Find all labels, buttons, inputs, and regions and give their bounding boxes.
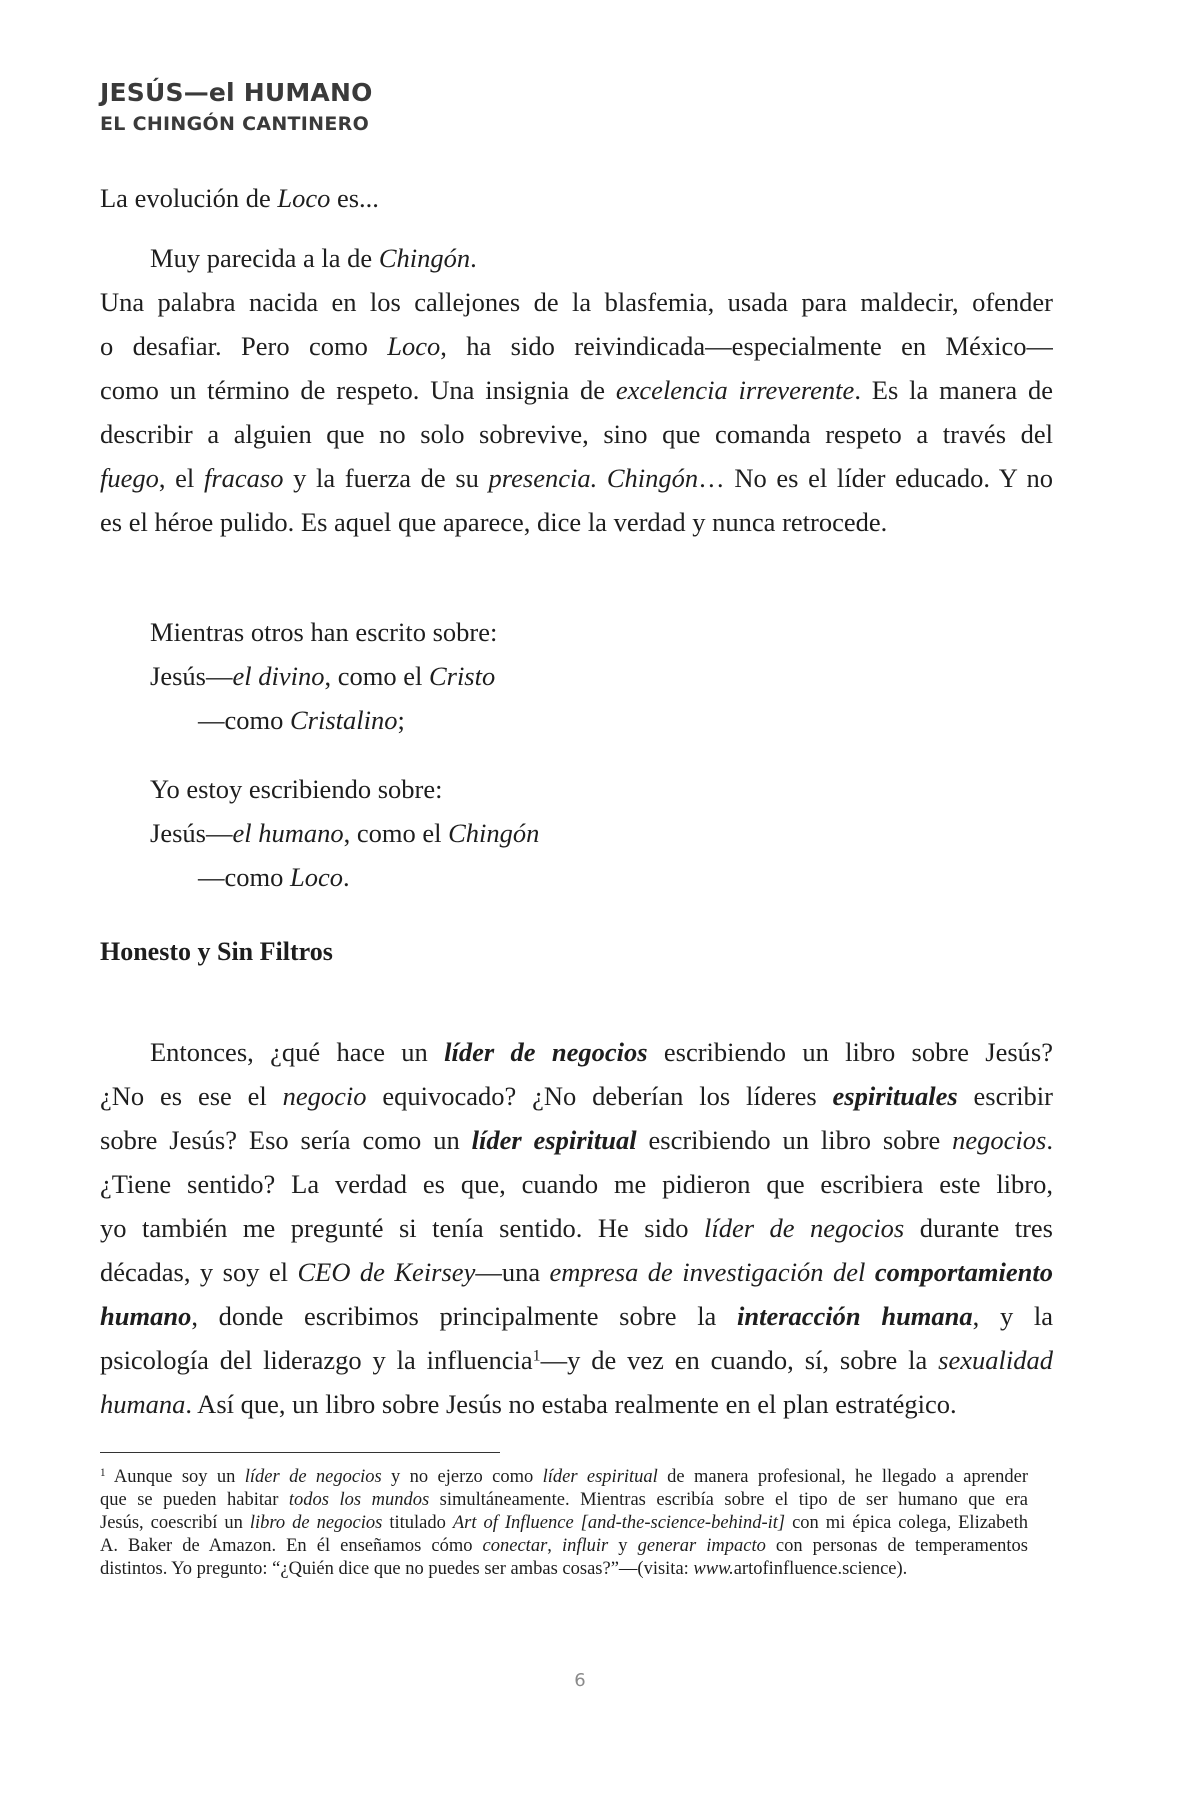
text-line <box>100 1250 1053 1294</box>
italic-run: fracaso <box>203 463 284 493</box>
text-run: escribiendo un libro sobre <box>636 1125 953 1155</box>
text-line: Una palabra nacida en los callejones de la blasfemia, usada para maldecir, ofender <box>100 287 1053 317</box>
italic-run: excelencia irreverente <box>615 375 855 405</box>
italic-run: libro de negocios <box>249 1513 383 1533</box>
bold-italic-run: interacción humana <box>737 1301 973 1331</box>
text-line <box>100 456 1053 500</box>
italic-run: sexualidad <box>938 1345 1053 1375</box>
text-run: simultáneamente. Mientras escribía sobre el tipo de ser humano que era <box>429 1490 1028 1510</box>
text-run: , el <box>158 463 204 493</box>
text-line: ¿Tiene sentido? La verdad es que, cuando me pidieron que escribiera este libro, <box>100 1169 1053 1199</box>
footnote-line <box>100 1535 1028 1558</box>
italic-run: Chingón <box>378 243 471 273</box>
text-run: escribir <box>957 1081 1053 1111</box>
text-run: décadas, y soy el <box>100 1257 298 1287</box>
italic-run: Cristo <box>428 661 496 691</box>
text-line <box>100 1338 1053 1382</box>
section-heading: Honesto y Sin Filtros <box>100 937 333 966</box>
italic-run: generar impacto <box>637 1536 766 1556</box>
text-run: ; <box>397 705 405 735</box>
text-run: y no ejerzo como <box>381 1467 543 1487</box>
text-run: La evolución de <box>100 183 278 213</box>
footnote-reference[interactable]: 1 <box>532 1347 541 1365</box>
italic-run: el humano <box>232 818 344 848</box>
italic-run: humana <box>100 1389 186 1419</box>
text-line <box>100 654 1053 698</box>
text-line <box>100 1294 1053 1338</box>
italic-run: líder de negocios <box>244 1467 382 1487</box>
text-line <box>100 1074 1053 1118</box>
italic-run: empresa de investigación del <box>549 1257 875 1287</box>
footnote-line <box>100 1512 1028 1535</box>
text-line <box>100 176 1053 220</box>
text-line <box>100 855 1053 899</box>
text-run: , como el <box>343 818 449 848</box>
text-run: Jesús, coescribí un <box>100 1513 250 1533</box>
text-run: —como <box>198 862 290 892</box>
text-run: Entonces, ¿qué hace un <box>150 1037 445 1067</box>
italic-run: Loco <box>277 183 331 213</box>
text-run: distintos. Yo pregunto: “¿Quién dice que no puedes ser ambas cosas?”—(visita: <box>100 1559 694 1579</box>
footnote-line <box>100 1558 1028 1581</box>
text-run: , donde escribimos principalmente sobre la <box>191 1301 737 1331</box>
text-run: que se pueden habitar <box>100 1490 289 1510</box>
text-run: o desafiar. Pero como <box>100 331 388 361</box>
text-line <box>100 236 1053 280</box>
text-line: Mientras otros han escrito sobre: <box>150 617 498 647</box>
running-head <box>100 76 373 138</box>
text-run: Muy parecida a la de <box>150 243 379 273</box>
text-line <box>100 698 1053 742</box>
text-run: y <box>608 1536 638 1556</box>
italic-run: todos los mundos <box>288 1490 430 1510</box>
italic-run: líder espiritual <box>542 1467 658 1487</box>
text-line <box>100 324 1053 368</box>
text-run: psicología del liderazgo y la influencia <box>100 1345 533 1375</box>
text-run: … No es el líder educado. Y no <box>698 463 1053 493</box>
verse-human <box>100 767 1053 899</box>
footnote-link[interactable]: artofinfluence.science). <box>733 1559 908 1579</box>
text-line <box>100 1206 1053 1250</box>
italic-run: negocios <box>952 1125 1047 1155</box>
running-title: JESÚS—el HUMANO <box>100 78 373 107</box>
text-line: describir a alguien que no solo sobrevive, sino que comanda respeto a través del <box>100 419 1053 449</box>
text-run: durante tres <box>904 1213 1053 1243</box>
text-run: —como <box>198 705 290 735</box>
text-run: yo también me pregunté si tenía sentido. He sido <box>100 1213 704 1243</box>
text-run: , y la <box>972 1301 1053 1331</box>
italic-run: Loco <box>290 862 343 892</box>
footnote-line <box>100 1466 1028 1489</box>
footnote <box>100 1466 1028 1581</box>
text-run: Jesús— <box>150 661 233 691</box>
italic-run: conectar <box>482 1536 548 1556</box>
text-run: Aunque soy un <box>105 1467 245 1487</box>
text-run: escribiendo un libro sobre Jesús? <box>647 1037 1053 1067</box>
text-line <box>100 368 1053 412</box>
footnote-link-prefix[interactable]: www. <box>693 1559 734 1579</box>
text-run: . Así que, un libro sobre Jesús no estaba realmente en el plan estratégico. <box>185 1389 957 1419</box>
bold-italic-run: humano <box>100 1301 192 1331</box>
italic-run: negocio <box>282 1081 367 1111</box>
text-run: con mi épica colega, Elizabeth <box>785 1513 1028 1533</box>
text-line <box>100 811 1053 855</box>
text-run: y la fuerza de su <box>283 463 489 493</box>
italic-run: CEO de Keirsey <box>297 1257 476 1287</box>
italic-run: presencia. Chingón <box>488 463 699 493</box>
verse-divine <box>100 610 1053 742</box>
italic-run: el divino <box>232 661 325 691</box>
italic-run: Loco <box>387 331 441 361</box>
italic-run: influir <box>561 1536 609 1556</box>
text-run: —y de vez en cuando, sí, sobre la <box>540 1345 939 1375</box>
text-run: . Es la manera de <box>854 375 1053 405</box>
text-run: sobre Jesús? Eso sería como un <box>100 1125 472 1155</box>
bold-italic-run: espirituales <box>832 1081 958 1111</box>
text-line: es el héroe pulido. Es aquel que aparece, dice la verdad y nunca retrocede. <box>100 507 888 537</box>
italic-run: Cristalino <box>290 705 398 735</box>
paragraph-business-leader <box>100 1030 1053 1426</box>
text-run: , <box>547 1536 562 1556</box>
text-run: , ha sido reivindicada—especialmente en México— <box>440 331 1053 361</box>
bold-italic-run: líder espiritual <box>471 1125 637 1155</box>
bold-italic-run: líder de negocios <box>444 1037 648 1067</box>
italic-run: Art of Influence [and-the-science-behind-it] <box>452 1513 786 1533</box>
footnote-marker: 1 <box>100 1466 106 1479</box>
text-run: Jesús— <box>150 818 233 848</box>
italic-run: líder de negocios <box>703 1213 905 1243</box>
text-run: A. Baker de Amazon. En él enseñamos cómo <box>100 1536 483 1556</box>
text-run: equivocado? ¿No deberían los líderes <box>366 1081 833 1111</box>
text-run: . <box>343 862 350 892</box>
page-number: 6 <box>574 1670 586 1691</box>
italic-run: Chingón <box>448 818 540 848</box>
text-run: como un término de respeto. Una insignia de <box>100 375 616 405</box>
paragraph-chingon <box>100 236 1053 544</box>
text-run: es... <box>330 183 379 213</box>
running-subtitle: EL CHINGÓN CANTINERO <box>100 113 370 135</box>
text-line <box>100 1382 1053 1426</box>
footnote-separator <box>100 1452 500 1453</box>
text-run: . <box>1046 1125 1053 1155</box>
text-run: de manera profesional, he llegado a aprender <box>657 1467 1028 1487</box>
intro-block <box>100 176 1053 220</box>
text-line: Yo estoy escribiendo sobre: <box>150 774 443 804</box>
italic-run: fuego <box>100 463 159 493</box>
text-run: titulado <box>382 1513 453 1533</box>
text-run: —una <box>475 1257 550 1287</box>
text-line <box>100 1030 1053 1074</box>
text-run: ¿No es ese el <box>100 1081 283 1111</box>
text-run: . <box>470 243 477 273</box>
bold-italic-run: comportamiento <box>874 1257 1053 1287</box>
text-run: con personas de temperamentos <box>765 1536 1028 1556</box>
footnote-line <box>100 1489 1028 1512</box>
text-line <box>100 1118 1053 1162</box>
text-run: , como el <box>324 661 429 691</box>
